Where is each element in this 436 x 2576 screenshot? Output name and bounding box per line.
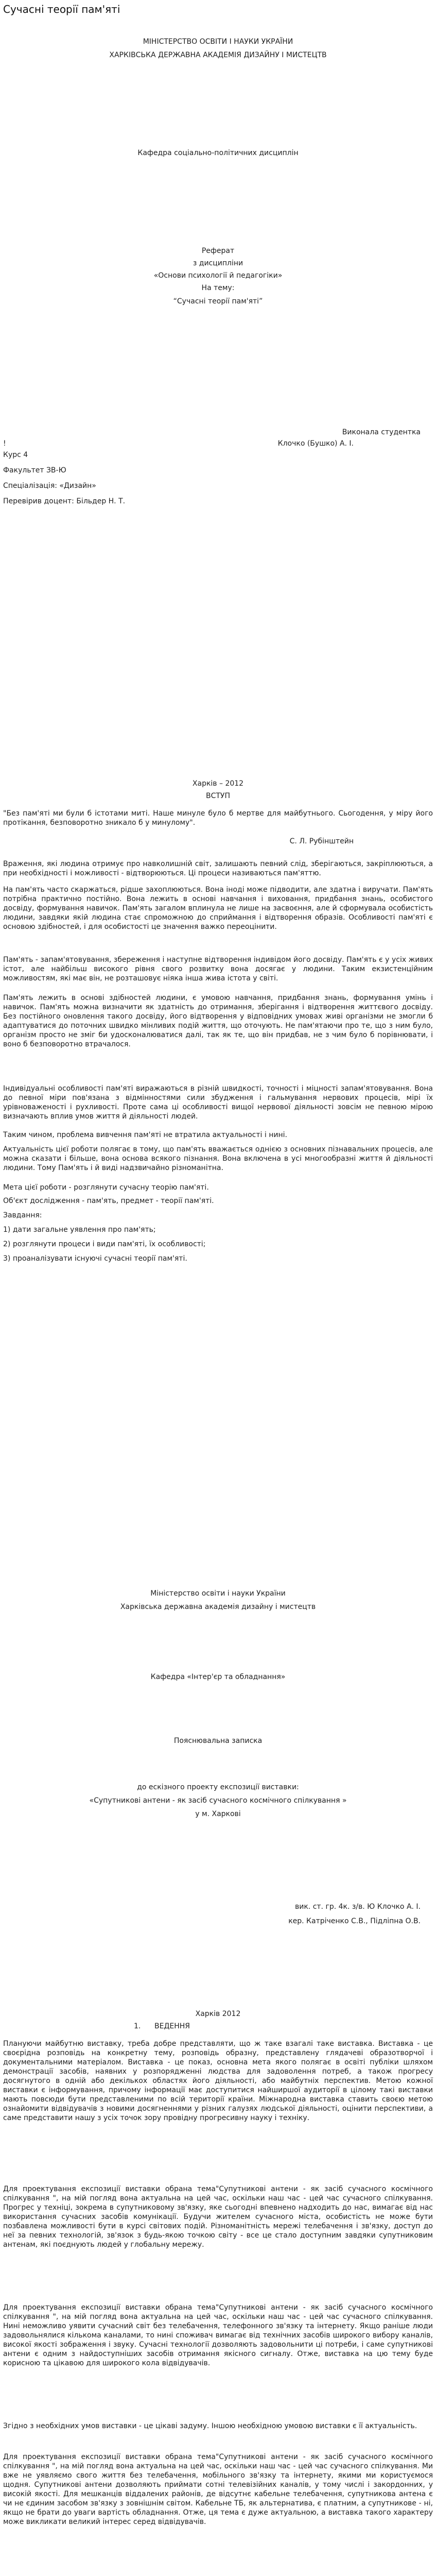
work-type: Реферат [201,247,235,255]
paragraph: Таким чином, проблема вивчення пам'яті не втратила актуальності і нині. [3,1131,287,1139]
paragraph: Пам'ять - запам'ятовування, збереження і наступне відтворення індивідом його досвіду. Пам'ять є у усіх живих істот, але найбільш високого рівня свого розвитку вона досягає у людини. Таким екзистенційним можливостям, які має він, не розташовує ніяка інша жива істота у світі. [3,956,433,982]
epigraph-author: С. Л. Рубінштейн [289,837,354,845]
paragraph: 2) розглянути процеси і види пам'яті, їх особливості; [3,1240,206,1248]
name-marker: ! [3,439,6,448]
checked-by: Перевірив доцент: Більдер Н. Т. [3,497,126,505]
paragraph: Актуальність цієї роботи полягає в тому, що пам'ять вважається однією з основних пізнавальних процесів, але можна сказати і більше, вона основа всякого пізнання. Вона включена в усі многообразні життя й діяльності людини. Тому Пам'ять і й виді надзвичайно різноманітна. [3,1145,433,1172]
student-line: вик. ст. гр. 4к. з/в. Ю Клочко А. І. [295,1903,421,1911]
project-label: до ескізного проекту експозиції виставки: [137,1783,299,1791]
section-heading: ВЕДЕННЯ [154,2022,190,2030]
paragraph: Плануючи майбутню виставку, треба добре представляти, що ж таке взагалі таке виставка. Виставка - це своєрідна розповідь на конкретну тему, розповідь образну, представлену глядачеві образотворчої і документальними матеріалом. Виставка - це показ, основна мета якого полягає в освіті публіки шляхом демонстрації засобів, наявних у розпорядженні людства для задоволення потреб, а також прогресу досягнутого в одній або декількох областях його діяльності, або майбутніх перспектив. Метою кожної виставки є інформування, причому інформації має доступитися найширшої аудиторії в цілому такі виставки мають повсюди бути представленими по всій території країни. Міжнародна виставка ставить своєю метою ознайомити відвідувачів з новими досягненнями у різних галузях людської діяльності, оцінити перспективи, а саме представити нашу з усіх точок зору провідну прогресивну науку і техніку. [3,2040,433,2122]
city: у м. Харкові [195,1810,241,1818]
department-line: Кафедра «Інтер'єр та обладнання» [150,1673,286,1681]
paragraph: Об'єкт дослідження - пам'ять, предмет - теорії пам'яті. [3,1197,214,1205]
discipline: «Основи психології й педагогіки» [153,272,283,280]
performed-label: Виконала студентка [342,428,421,436]
ministry-line: МІНІСТЕРСТВО ОСВІТИ І НАУКИ УКРАЇНИ [143,38,293,46]
paragraph: Пам'ять лежить в основі здібностей людини, є умовою навчання, придбання знань, формування умінь і навичок. Пам'ять можна визначити як здатність до отримання, зберігання і відтворення життєвого досвіду. Без постійного оновлення такого досвіду, його відтворення у відповідних умовах живі організми не змогли б адаптуватися до поточних швидко мінливих подій життя, що оточують. Не пам'ятаючи про те, що з ним було, організм просто не зміг би удосконалюватися далі, так як те, що він придбав, не з чим було б порівнювати, і воно б безповоротно втрачалося. [3,994,433,1048]
paragraph: Враження, які людина отримує про навколишній світ, залишають певний слід, зберігаються, закріплюються, а при необхідності і можливості - відтворюються. Ці процеси називаються пам'яттю. [3,860,433,877]
academy-line: ХАРКІВСЬКА ДЕРЖАВНА АКАДЕМІЯ ДИЗАЙНУ І МИСТЕЦТВ [109,51,327,59]
paragraph: Для проектування експозиції виставки обрана тема"Супутникові антени - як засіб сучасного космічного спілкування ", на мій погляд вона актуальна на цей час, оскільки наш час - цей час сучасного спілкування. Нині неможливо уявити сучасний світ без телебачення, телефонного зв'язку та інтернету. Якщо раніше люди задовольнялися кількома каналами, то нині споживач вимагає від технічних засобів широкого вибору каналів, високої якості зображення і звуку. Сучасні технології дозволяють задовольнити ці потреби, і саме супутникові антени є одним з найдоступніших засобів отримання якісного сигналу. Отже, виставка на цю тему буде корисною та цікавою для широкого кола відвідувачів. [3,2303,433,2367]
section-number: 1. [134,2022,141,2030]
city-year: Харків – 2012 [192,779,244,788]
paragraph: На пам'ять часто скаржаться, рідше захоплюються. Вона іноді може підводити, але здатна і виручати. Пам'ять потрібна практично постійно. Вона лежить в основі навчання і виховання, придбання знань, особистого досвіду, формування навичок. Пам'ять загалом вплинула не лише на засвоєння, але й сформувала особистість людини, завдяки якій людина стає спроможною до сприймання і відтворення образів. Особливості пам'яті є основою здібностей, і для особистості це значення важко переоцінити. [3,886,433,931]
paragraph: Для проектування експозиції виставки обрана тема"Супутникові антени - як засіб сучасного космічного спілкування ", на мій погляд вона актуальна на цей час, оскільки наш час - цей час сучасного спілкування. Прогрес у техніці, зокрема в супутниковому зв'язку, яке сьогодні впевнено надходить до нас, вимагає від нас використання сучасних засобів комунікації. Будучи жителем сучасного міста, особистість не може бути позбавлена можливості бути в курсі світових подій. Різноманітність мережі телебачення і зв'язку, доступ до неї за певних технологій, зв'язок з будь-якою точкою світу - все це стало доступним завдяки супутниковим антенам, які поєднують людей у глобальну мережу. [3,2185,433,2249]
department-line: Кафедра соціально-політичних дисциплін [137,149,299,157]
project-title: «Супутникові антени - як засіб сучасного космічного спілкування » [89,1797,347,1805]
student-name: Клочко (Бушко) А. І. [277,439,354,448]
intro-heading: ВСТУП [206,792,230,800]
topic: “Сучасні теорії пам'яті” [173,297,263,306]
faculty: Факультет ЗВ-Ю [3,466,66,474]
paragraph: Згідно з необхідних умов виставки - це цікаві задуму. Іншою необхідною умовою виставки є її актуальність. [3,2422,417,2430]
specialization: Спеціалізація: «Дизайн» [3,482,96,490]
supervisors-line: кер. Катріченко С.В., Підліпна О.В. [288,1917,421,1925]
epigraph: "Без пам'яті ми були б істотами миті. Наше минуле було б мертве для майбутнього. Сьогодення, у міру його протікання, безповоротно зникало б у минулому". [3,809,433,827]
topic-label: На тему: [201,284,235,292]
paragraph: Індивідуальні особливості пам'яті виражаються в різній швидкості, точності і міцності запам'ятовування. Вона до певної міри пов'язана з відмінностями сили збудження і гальмування нервових процесів, мірі їх урівноваженості і рухливості. Проте сама ці особливості вищої нервової діяльності зовсім не певною мірою визначають вплив умов життя й діяльності людей. [3,1084,433,1121]
academy-line: Харківська державна академія дизайну і мистецтв [120,1603,316,1611]
city-year: Харків 2012 [195,2010,241,2018]
discipline-label: з дисципліни [193,259,243,267]
page-title: Сучасні теорії пам'яті [3,3,120,15]
work-type: Пояснювальна записка [173,1737,263,1745]
course: Курс 4 [3,451,28,459]
ministry-line: Міністерство освіти і науки України [150,1589,286,1598]
paragraph: Завдання: [3,1211,42,1219]
paragraph: Для проектування експозиції виставки обрана тема"Супутникові антени - як засіб сучасного космічного спілкування ", на мій погляд вона актуальна на цей час, оскільки наш час - цей час сучасного спілкування. Ми вже не уявляємо свого життя без телебачення, мобільного зв'язку та інтернету, якими ми користуємося щодня. Супутникові антени дозволяють приймати сотні телевізійних каналів, у тому числі і закордонних, у високій якості. Для мешканців віддалених районів, де відсутнє кабельне телебачення, супутникова антена є чи не єдиним засобом зв'язку з зовнішнім світом. Кабельне ТБ, як альтернатива, є платним, а супутникове - ні, якщо не брати до уваги вартість обладнання. Отже, ця тема є дуже актуальною, а виставка такого характеру може викликати великий інтерес серед відвідувачів. [3,2453,433,2526]
paragraph: 3) проаналізувати існуючі сучасні теорії пам'яті. [3,1255,187,1263]
paragraph: Мета цієї роботи - розглянути сучасну теорію пам'яті. [3,1183,209,1192]
paragraph: 1) дати загальне уявлення про пам'ять; [3,1226,156,1234]
